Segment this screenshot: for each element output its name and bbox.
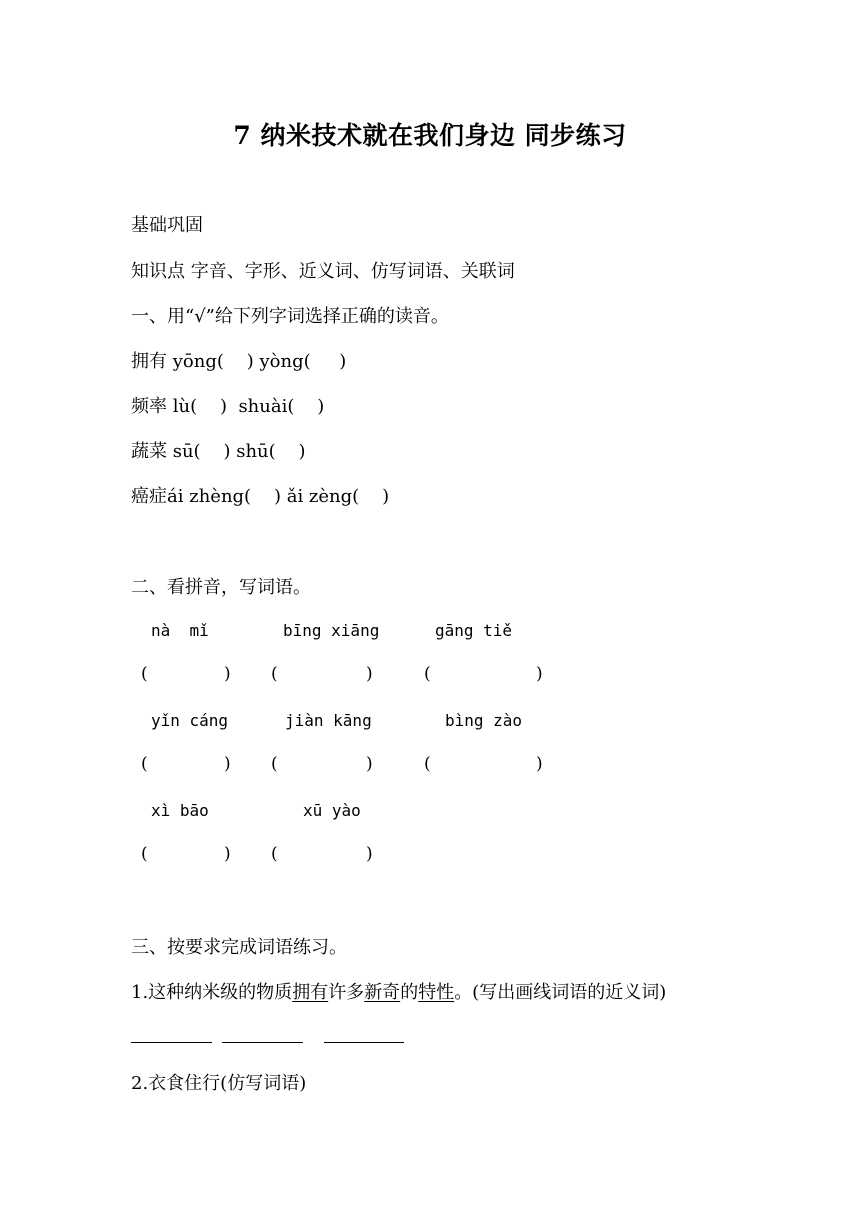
sentence-text: 的 <box>400 982 419 1003</box>
underlined-word: 拥有 <box>292 982 329 1003</box>
pinyin-label: bīng xiāng <box>283 621 380 640</box>
answer-paren-open: ( <box>424 664 431 684</box>
q1-row: 蔬菜 sū( ) shū( ) <box>131 441 306 462</box>
underlined-word: 特性 <box>418 982 455 1003</box>
answer-paren-open: ( <box>271 664 278 684</box>
pinyin-label: gāng tiě <box>435 621 513 640</box>
answer-paren-open: ( <box>141 844 148 864</box>
answer-paren-close: ) <box>224 754 231 774</box>
answer-paren-close: ) <box>536 664 543 684</box>
pinyin-label: jiàn kāng <box>285 711 372 730</box>
sentence-text: 1.这种纳米级的物质 <box>131 982 293 1003</box>
answer-paren-close: ) <box>224 844 231 864</box>
pinyin-label: xū yào <box>303 801 361 820</box>
underlined-word: 新奇 <box>364 982 401 1003</box>
answer-blank[interactable] <box>222 1042 303 1043</box>
pinyin-label: yǐn cáng <box>151 711 229 730</box>
page-title: 7 纳米技术就在我们身边 同步练习 <box>233 121 627 150</box>
q1-row: 拥有 yōng( ) yòng( ) <box>131 351 347 372</box>
answer-paren-open: ( <box>271 754 278 774</box>
answer-paren-close: ) <box>366 664 373 684</box>
answer-paren-close: ) <box>366 844 373 864</box>
q1-heading: 一、用“√”给下列字词选择正确的读音。 <box>131 306 449 327</box>
q1-row: 频率 lù( ) shuài( ) <box>131 396 325 417</box>
q3-heading: 三、按要求完成词语练习。 <box>131 937 347 958</box>
answer-paren-open: ( <box>141 754 148 774</box>
pinyin-label: xì bāo <box>151 801 209 820</box>
sentence-text: 许多 <box>328 982 365 1003</box>
answer-paren-open: ( <box>141 664 148 684</box>
answer-paren-close: ) <box>536 754 543 774</box>
answer-paren-open: ( <box>424 754 431 774</box>
pinyin-label: bìng zào <box>445 711 523 730</box>
q1-row: 癌症ái zhèng( ) ǎi zèng( ) <box>131 486 390 507</box>
answer-paren-open: ( <box>271 844 278 864</box>
pinyin-label: nà mǐ <box>151 621 209 640</box>
q3-item-1 <box>131 978 666 1004</box>
q2-heading: 二、看拼音，写词语。 <box>131 577 311 598</box>
answer-paren-close: ) <box>224 664 231 684</box>
knowledge-point: 知识点 字音、字形、近义词、仿写词语、关联词 <box>131 261 515 282</box>
section-heading: 基础巩固 <box>131 215 203 236</box>
q3-item-2: 2.衣食住行(仿写词语) <box>131 1073 307 1094</box>
answer-blank[interactable] <box>131 1042 212 1043</box>
answer-blank[interactable] <box>324 1042 404 1043</box>
answer-paren-close: ) <box>366 754 373 774</box>
sentence-text: 。(写出画线词语的近义词) <box>454 982 667 1003</box>
